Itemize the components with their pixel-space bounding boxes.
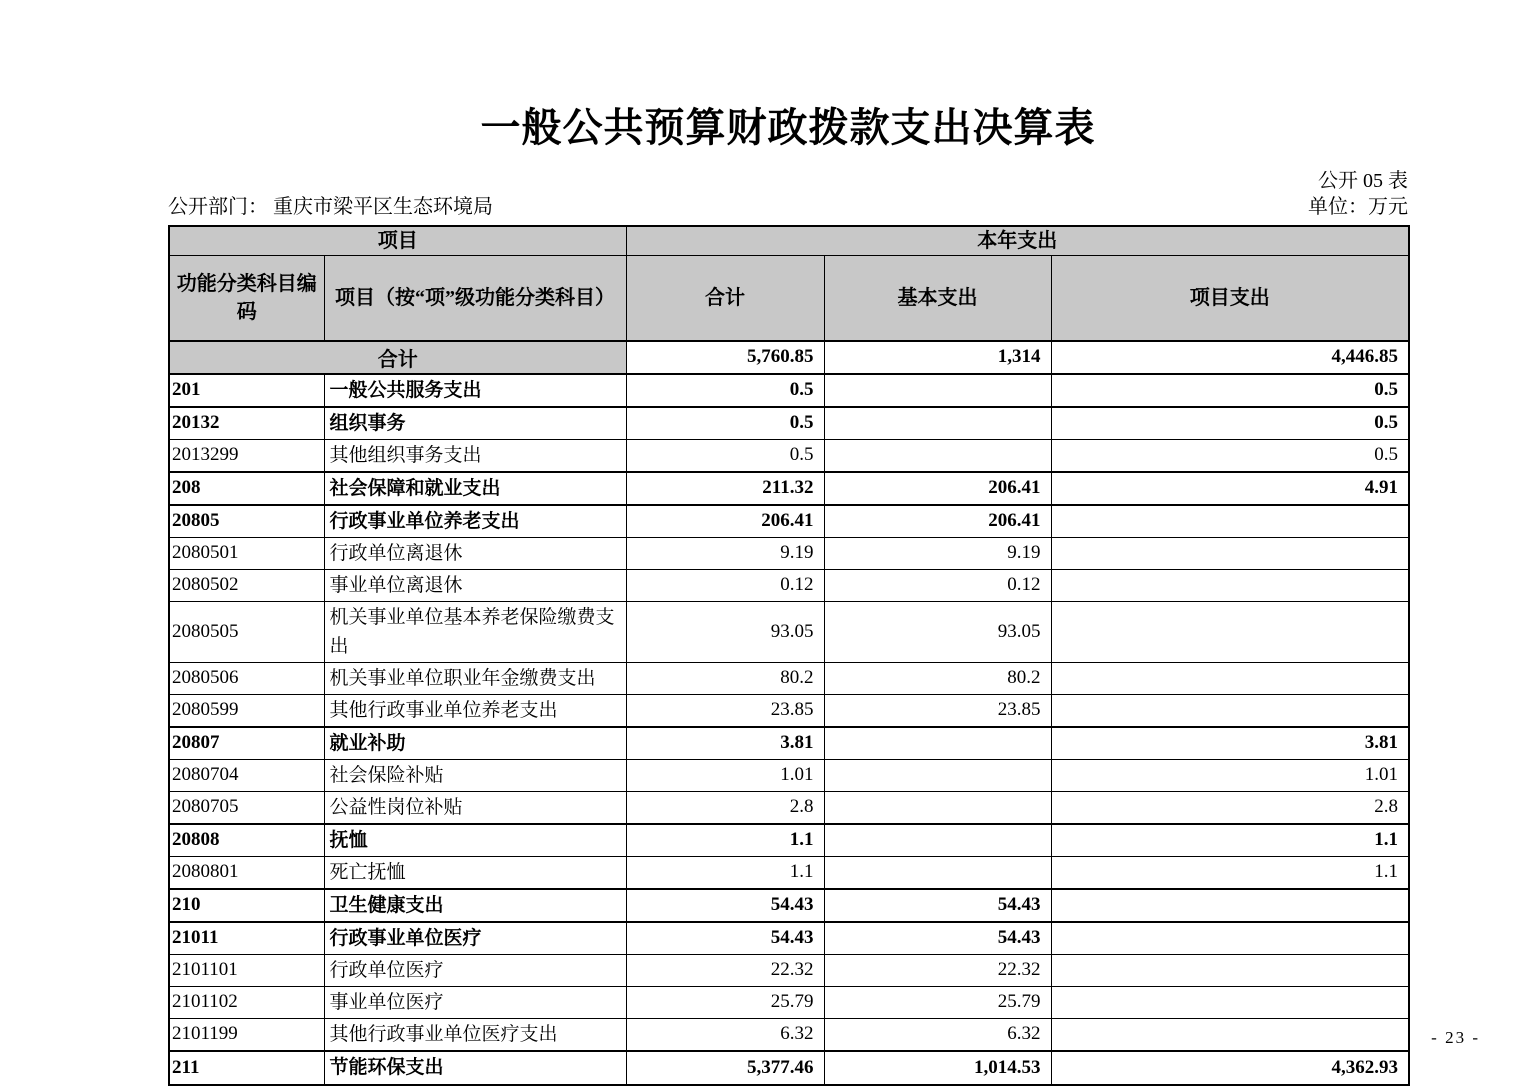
code-cell: 2080502 bbox=[169, 569, 324, 601]
code-cell: 2080704 bbox=[169, 759, 324, 791]
header-col-project: 项目支出 bbox=[1051, 256, 1409, 341]
basic-cell bbox=[824, 374, 1051, 407]
project-cell bbox=[1051, 954, 1409, 986]
table-row bbox=[169, 537, 1409, 569]
total-cell: 211.32 bbox=[626, 472, 824, 505]
total-cell: 25.79 bbox=[626, 986, 824, 1018]
project-cell bbox=[1051, 889, 1409, 922]
total-cell: 54.43 bbox=[626, 889, 824, 922]
name-cell: 行政事业单位养老支出 bbox=[324, 505, 626, 538]
project-cell bbox=[1051, 537, 1409, 569]
total-cell: 3.81 bbox=[626, 727, 824, 760]
total-cell: 6.32 bbox=[626, 1018, 824, 1051]
code-cell: 20808 bbox=[169, 824, 324, 857]
code-cell: 2080501 bbox=[169, 537, 324, 569]
basic-cell bbox=[824, 439, 1051, 472]
code-cell: 208 bbox=[169, 472, 324, 505]
table-row bbox=[169, 601, 1409, 662]
name-cell: 行政单位医疗 bbox=[324, 954, 626, 986]
table-row bbox=[169, 954, 1409, 986]
page-title: 一般公共预算财政拨款支出决算表 bbox=[480, 106, 1096, 150]
project-cell: 4,362.93 bbox=[1051, 1051, 1409, 1085]
basic-cell bbox=[824, 759, 1051, 791]
total-cell: 54.43 bbox=[626, 922, 824, 955]
table-body bbox=[169, 341, 1409, 1085]
name-cell: 抚恤 bbox=[324, 824, 626, 857]
table-row bbox=[169, 791, 1409, 824]
grand-total-sum: 5,760.85 bbox=[626, 341, 824, 374]
code-cell: 211 bbox=[169, 1051, 324, 1085]
basic-cell: 22.32 bbox=[824, 954, 1051, 986]
name-cell: 行政事业单位医疗 bbox=[324, 922, 626, 955]
name-cell: 行政单位离退休 bbox=[324, 537, 626, 569]
table-row bbox=[169, 439, 1409, 472]
code-cell: 201 bbox=[169, 374, 324, 407]
basic-cell bbox=[824, 407, 1051, 440]
grand-total-label: 合计 bbox=[169, 341, 626, 374]
name-cell: 死亡抚恤 bbox=[324, 856, 626, 889]
project-cell bbox=[1051, 1018, 1409, 1051]
header-group-current-year: 本年支出 bbox=[626, 226, 1409, 256]
name-cell: 机关事业单位职业年金缴费支出 bbox=[324, 662, 626, 694]
basic-cell: 80.2 bbox=[824, 662, 1051, 694]
total-cell: 80.2 bbox=[626, 662, 824, 694]
table-row bbox=[169, 727, 1409, 760]
code-cell: 2080705 bbox=[169, 791, 324, 824]
header-columns-row bbox=[169, 256, 1409, 341]
project-cell bbox=[1051, 569, 1409, 601]
basic-cell: 23.85 bbox=[824, 694, 1051, 727]
total-cell: 1.1 bbox=[626, 856, 824, 889]
name-cell: 社会保障和就业支出 bbox=[324, 472, 626, 505]
table-row bbox=[169, 856, 1409, 889]
project-cell: 3.81 bbox=[1051, 727, 1409, 760]
table-row bbox=[169, 986, 1409, 1018]
basic-cell: 206.41 bbox=[824, 472, 1051, 505]
project-cell: 1.1 bbox=[1051, 824, 1409, 857]
table-row bbox=[169, 407, 1409, 440]
total-cell: 1.01 bbox=[626, 759, 824, 791]
table-row bbox=[169, 472, 1409, 505]
project-cell bbox=[1051, 694, 1409, 727]
table-row bbox=[169, 374, 1409, 407]
total-cell: 2.8 bbox=[626, 791, 824, 824]
code-cell: 2080505 bbox=[169, 601, 324, 662]
project-cell: 0.5 bbox=[1051, 374, 1409, 407]
total-cell: 0.12 bbox=[626, 569, 824, 601]
name-cell: 机关事业单位基本养老保险缴费支出 bbox=[324, 601, 626, 662]
table-row bbox=[169, 824, 1409, 857]
name-cell: 就业补助 bbox=[324, 727, 626, 760]
basic-cell: 9.19 bbox=[824, 537, 1051, 569]
table-header bbox=[169, 226, 1409, 341]
name-cell: 其他组织事务支出 bbox=[324, 439, 626, 472]
document-page bbox=[168, 0, 1408, 1086]
name-cell: 一般公共服务支出 bbox=[324, 374, 626, 407]
name-cell: 公益性岗位补贴 bbox=[324, 791, 626, 824]
total-cell: 1.1 bbox=[626, 824, 824, 857]
project-cell: 1.1 bbox=[1051, 856, 1409, 889]
table-row bbox=[169, 505, 1409, 538]
code-cell: 2101199 bbox=[169, 1018, 324, 1051]
total-cell: 5,377.46 bbox=[626, 1051, 824, 1085]
name-cell: 其他行政事业单位养老支出 bbox=[324, 694, 626, 727]
code-cell: 2080506 bbox=[169, 662, 324, 694]
basic-cell: 25.79 bbox=[824, 986, 1051, 1018]
code-cell: 2101101 bbox=[169, 954, 324, 986]
basic-cell: 0.12 bbox=[824, 569, 1051, 601]
code-cell: 210 bbox=[169, 889, 324, 922]
table-row bbox=[169, 694, 1409, 727]
basic-cell: 93.05 bbox=[824, 601, 1051, 662]
code-cell: 2013299 bbox=[169, 439, 324, 472]
basic-cell: 1,014.53 bbox=[824, 1051, 1051, 1085]
code-cell: 2101102 bbox=[169, 986, 324, 1018]
name-cell: 组织事务 bbox=[324, 407, 626, 440]
project-cell: 0.5 bbox=[1051, 439, 1409, 472]
name-cell: 事业单位离退休 bbox=[324, 569, 626, 601]
total-cell: 93.05 bbox=[626, 601, 824, 662]
basic-cell bbox=[824, 856, 1051, 889]
grand-total-basic: 1,314 bbox=[824, 341, 1051, 374]
project-cell: 1.01 bbox=[1051, 759, 1409, 791]
project-cell bbox=[1051, 505, 1409, 538]
basic-cell: 206.41 bbox=[824, 505, 1051, 538]
project-cell: 2.8 bbox=[1051, 791, 1409, 824]
name-cell: 社会保险补贴 bbox=[324, 759, 626, 791]
project-cell bbox=[1051, 922, 1409, 955]
code-cell: 2080599 bbox=[169, 694, 324, 727]
basic-cell bbox=[824, 824, 1051, 857]
table-row bbox=[169, 759, 1409, 791]
project-cell bbox=[1051, 601, 1409, 662]
grand-total-row bbox=[169, 341, 1409, 374]
table-row bbox=[169, 889, 1409, 922]
header-col-total: 合计 bbox=[626, 256, 824, 341]
name-cell: 节能环保支出 bbox=[324, 1051, 626, 1085]
department-label: 公开部门： 重庆市梁平区生态环境局 bbox=[168, 196, 493, 218]
code-cell: 20807 bbox=[169, 727, 324, 760]
table-row bbox=[169, 569, 1409, 601]
header-col-basic: 基本支出 bbox=[824, 256, 1051, 341]
total-cell: 0.5 bbox=[626, 407, 824, 440]
form-code-label: 公开 05 表 bbox=[1318, 170, 1408, 192]
header-col-code: 功能分类科目编码 bbox=[169, 256, 324, 341]
page-number: - 23 - bbox=[1431, 1028, 1480, 1047]
name-cell: 卫生健康支出 bbox=[324, 889, 626, 922]
total-cell: 0.5 bbox=[626, 439, 824, 472]
grand-total-project: 4,446.85 bbox=[1051, 341, 1409, 374]
table-row bbox=[169, 922, 1409, 955]
meta-row bbox=[168, 194, 1408, 220]
total-cell: 9.19 bbox=[626, 537, 824, 569]
total-cell: 0.5 bbox=[626, 374, 824, 407]
header-col-item: 项目（按“项”级功能分类科目） bbox=[324, 256, 626, 341]
project-cell bbox=[1051, 986, 1409, 1018]
code-cell: 2080801 bbox=[169, 856, 324, 889]
basic-cell: 54.43 bbox=[824, 889, 1051, 922]
budget-table bbox=[168, 225, 1410, 1086]
total-cell: 22.32 bbox=[626, 954, 824, 986]
total-cell: 206.41 bbox=[626, 505, 824, 538]
basic-cell: 6.32 bbox=[824, 1018, 1051, 1051]
unit-label: 单位：万元 bbox=[1308, 196, 1408, 218]
name-cell: 事业单位医疗 bbox=[324, 986, 626, 1018]
basic-cell: 54.43 bbox=[824, 922, 1051, 955]
code-cell: 20132 bbox=[169, 407, 324, 440]
code-cell: 20805 bbox=[169, 505, 324, 538]
code-cell: 21011 bbox=[169, 922, 324, 955]
project-cell bbox=[1051, 662, 1409, 694]
header-group-row bbox=[169, 226, 1409, 256]
table-row bbox=[169, 1018, 1409, 1051]
total-cell: 23.85 bbox=[626, 694, 824, 727]
project-cell: 0.5 bbox=[1051, 407, 1409, 440]
project-cell: 4.91 bbox=[1051, 472, 1409, 505]
name-cell: 其他行政事业单位医疗支出 bbox=[324, 1018, 626, 1051]
basic-cell bbox=[824, 791, 1051, 824]
header-group-item: 项目 bbox=[169, 226, 626, 256]
basic-cell bbox=[824, 727, 1051, 760]
table-row bbox=[169, 1051, 1409, 1085]
table-row bbox=[169, 662, 1409, 694]
